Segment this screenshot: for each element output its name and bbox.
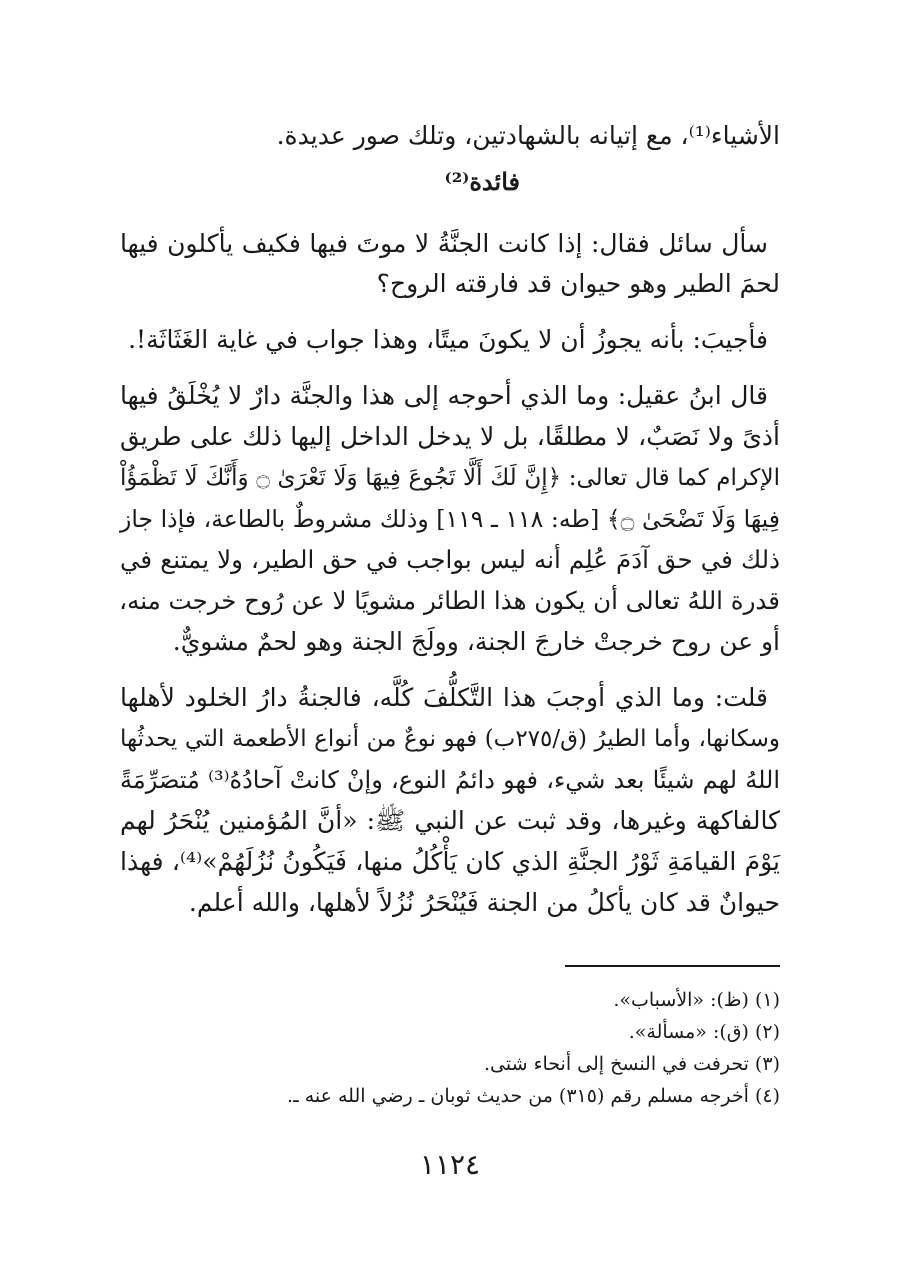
page-number: ١١٢٤: [419, 1148, 481, 1181]
footnote: (٤) أخرجه مسلم رقم (٣١٥) من حديث ثوبان ـ رضي الله عنه ـ.: [287, 1085, 780, 1107]
text-line: فأجيبَ: بأنه يجوزُ أن لا يكونَ ميتًا، وهذا جواب في غاية الغَثَاثَة!.: [128, 325, 768, 354]
text-line: أو عن روح خرجتْ خارجَ الجنة، وولَجَ الجنة وهو لحمٌ مشويٌّ.: [172, 627, 780, 656]
text-line: ذلك في حق آدَمَ عُلِم أنه ليس بواجب في حق الطير، ولا يمتنع في: [120, 545, 780, 574]
text-line: اللهُ لهم شيئًا بعد شيء، فهو دائمُ النوع، وإنْ كانتْ آحادُهُ⁽³⁾ مُتصَرِّمَةً: [120, 766, 780, 794]
text-line: سأل سائل فقال: إذا كانت الجنَّةُ لا موتَ فيها فكيف يأكلون فيها: [120, 229, 768, 258]
text-line: قال ابنُ عقيل: وما الذي أحوجه إلى هذا والجنَّة دارٌ لا يُخْلَقُ فيها: [120, 381, 768, 410]
text-line: يَوْمَ القيامَةِ ثَوْرُ الجنَّةِ الذي كان يَأْكُلُ منها، فَيَكُونُ نُزُلَهُمْ»⁽⁴⁾، فهذا: [120, 847, 781, 876]
text-line: فِيهَا وَلَا تَضْحَىٰ ۝﴾ [طه: ١١٨ ـ ١١٩] وذلك مشروطٌ بالطاعة، فإذا جاز: [120, 505, 780, 533]
footnote: (٣) تحرفت في النسخ إلى أنحاء شتى.: [484, 1053, 780, 1075]
text-line: أذىً ولا نَصَبٌ، لا مطلقًا، بل لا يدخل الداخل إليها ذلك على طريق: [120, 422, 780, 451]
text-line: حيوانٌ قد كان يأكلُ من الجنة فَيُنْحَرُ نُزُلاً لأهلها، والله أعلم.: [188, 888, 780, 917]
footnote: (٢) (ق): «مسألة».: [628, 1021, 780, 1043]
text-line: الإكرام كما قال تعالى: ﴿إِنَّ لَكَ أَلَّا تَجُوعَ فِيهَا وَلَا تَعْرَىٰ ۝ وَأَنَّكَ لَا تَظْمَؤُاْ: [120, 465, 781, 491]
footnote-divider: [565, 965, 780, 967]
text-line: قدرة اللهُ تعالى أن يكون هذا الطائر مشويًا لا عن رُوح خرجت منه،: [119, 586, 780, 615]
text-line: وسكانها، وأما الطيرُ (ق/٢٧٥ب) فهو نوعٌ من أنواع الأطعمة التي يحدثُها: [120, 726, 781, 752]
text-line: لحمَ الطير وهو حيوان قد فارقته الروح؟: [376, 269, 780, 298]
text-line: قلت: وما الذي أوجبَ هذا التَّكلُّفَ كُلَّه، فالجنةُ دارُ الخلود لأهلها: [120, 683, 768, 712]
footnote: (١) (ظ): «الأسباب».: [613, 989, 780, 1011]
text-line: كالفاكهة وغيرها، وقد ثبت عن النبي ﷺ: «أنَّ المُؤمنين يُنْحَرُ لهم: [120, 806, 780, 835]
section-heading: فائدة⁽²⁾: [444, 167, 520, 196]
text-line: الأشياء⁽¹⁾، مع إتيانه بالشهادتين، وتلك صور عديدة.: [276, 121, 780, 150]
